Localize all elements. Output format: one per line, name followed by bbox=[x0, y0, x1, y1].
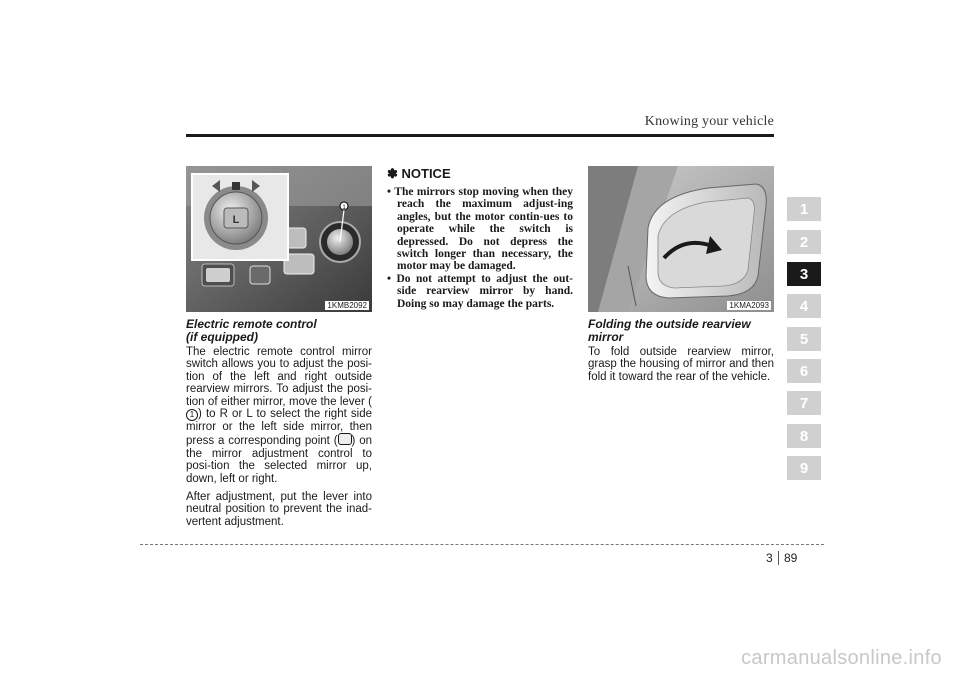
running-header: Knowing your vehicle bbox=[644, 114, 774, 129]
notice-item-1: • The mirrors stop moving when they reach the maximum adjust-ing angles, but the motor contin-ues to operate while the switch is depressed. Do not depress the switch longer than necessary, the motor may be damaged. bbox=[387, 186, 573, 273]
callout-marker-1: 1 bbox=[186, 409, 198, 421]
notice-title: ✽ NOTICE bbox=[387, 166, 451, 181]
notice-item-2: • Do not attempt to adjust the out-side rearview mirror by hand. Doing so may damage the parts. bbox=[387, 272, 573, 310]
right-heading-line2: mirror bbox=[588, 330, 624, 344]
right-column bbox=[588, 318, 774, 389]
chapter-tab-6[interactable]: 6 bbox=[787, 359, 821, 383]
left-body bbox=[186, 346, 372, 528]
left-heading bbox=[186, 318, 372, 344]
mirror-switch-photo bbox=[186, 166, 372, 312]
chapter-tab-7[interactable]: 7 bbox=[787, 391, 821, 415]
page-number: 89 bbox=[784, 551, 798, 565]
header-rule bbox=[186, 134, 774, 137]
chapter-tab-1[interactable]: 1 bbox=[787, 197, 821, 221]
chapter-tab-2[interactable]: 2 bbox=[787, 230, 821, 254]
chapter-tab-4[interactable]: 4 bbox=[787, 294, 821, 318]
right-heading bbox=[588, 318, 774, 344]
chapter-tab-5[interactable]: 5 bbox=[787, 327, 821, 351]
left-paragraph-1-part-c: ) on the mirror adjustment control to posi-tion the selected mirror up, down, left or right. bbox=[186, 435, 372, 485]
switch-point-icon bbox=[338, 433, 352, 445]
left-heading-line2: (if equipped) bbox=[186, 330, 258, 344]
notice-list bbox=[387, 186, 573, 310]
folding-mirror-illustration bbox=[588, 166, 774, 312]
chapter-number: 3 bbox=[766, 551, 773, 565]
left-column bbox=[186, 318, 372, 534]
chapter-tab-9[interactable]: 9 bbox=[787, 456, 821, 480]
left-paragraph-2: After adjustment, put the lever into neutral position to prevent the inad-vertent adjustment. bbox=[186, 491, 372, 528]
folding-mirror-photo bbox=[588, 166, 774, 312]
left-paragraph-1-part-a: The electric remote control mirror switch allows you to adjust the posi-tion of the left and right outside rearview mirrors. To adjust the posi-tion of either mirror, move the lever ( bbox=[186, 346, 372, 408]
svg-text:1: 1 bbox=[342, 205, 346, 211]
left-image-code: 1KMB2092 bbox=[327, 301, 367, 310]
right-body bbox=[588, 346, 774, 383]
chapter-tab-8[interactable]: 8 bbox=[787, 424, 821, 448]
chapter-tab-3[interactable]: 3 bbox=[787, 262, 821, 286]
left-paragraph-1-part-b: ) to R or L to select the right side mirror or the left side mirror, then press a corresponding point ( bbox=[186, 408, 372, 448]
svg-text:L: L bbox=[232, 214, 240, 226]
mirror-switch-illustration bbox=[186, 166, 372, 312]
notice-box bbox=[387, 166, 573, 310]
right-heading-line1: Folding the outside rearview bbox=[588, 317, 751, 331]
footer-rule bbox=[140, 544, 824, 545]
left-paragraph-1 bbox=[186, 346, 372, 485]
watermark: carmanualsonline.info bbox=[741, 647, 942, 669]
left-heading-line1: Electric remote control bbox=[186, 317, 317, 331]
right-paragraph-1: To fold outside rearview mirror, grasp the housing of mirror and then fold it toward the rear of the vehicle. bbox=[588, 346, 774, 383]
right-image-code: 1KMA2093 bbox=[729, 301, 769, 310]
page-number-separator bbox=[778, 551, 779, 565]
